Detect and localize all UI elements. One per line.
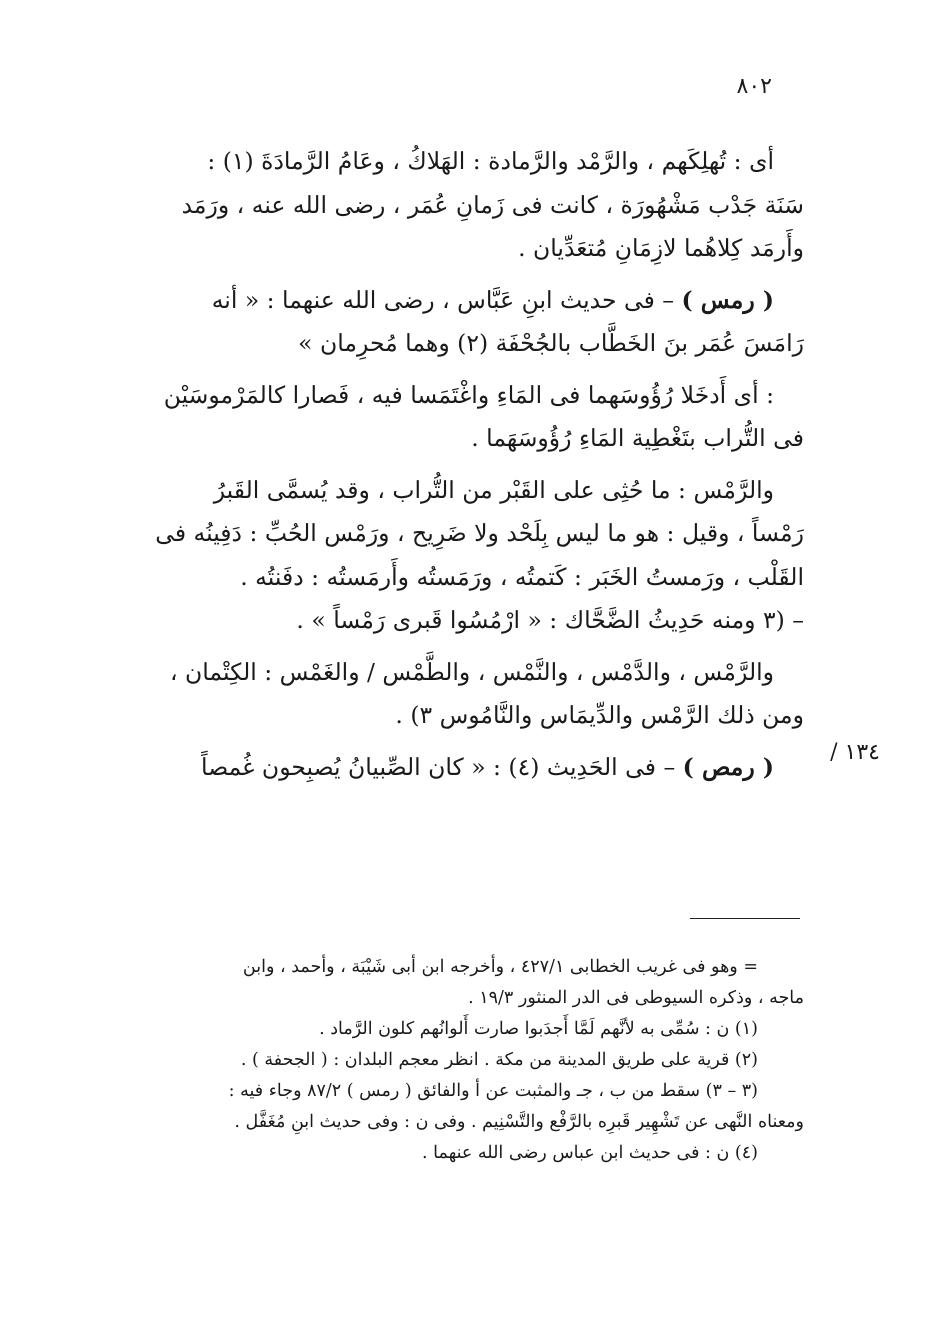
text-line: ( رمص ) – فى الحَدِيث (٤) : « كان الصِّبيانُ يُصبِحون غُمصاً — [201, 752, 774, 781]
paragraph — [128, 651, 804, 738]
text-line: القَلْب ، ورَمستُ الخَبَر : كَتمتُه ، ورَمَستُه وأَرمَستُه : دفَنتُه . — [240, 562, 804, 591]
page-number: ٨٠٢ — [736, 74, 772, 99]
paragraph — [128, 469, 804, 643]
footnote-line: (٢) قرية على طريق المدينة من مكة . انظر معجم البلدان : ( الجحفة ) . — [240, 1050, 758, 1070]
text-line: والرَّمْس ، والدَّمْس ، والنَّمْس ، والطَّمْس / والغَمْس : الكِتْمان ، — [169, 657, 774, 686]
paragraph — [128, 374, 804, 461]
text-line: رَامَسَ عُمَر بنَ الخَطَّاب بالجُحْفَة (٢) وهما مُحرِمان » — [298, 329, 804, 357]
text-line: : أى أَدخَلا رُؤُوسَهما فى المَاءِ واغْتَمَسا فيه ، فَصارا كالمَرْموسَيْن — [163, 380, 774, 409]
paragraph — [128, 746, 804, 790]
entry-headword: ( رمص ) — [682, 752, 774, 781]
footnote-line: (١) ن : سُمِّى به لأنَّهم لَمَّا أَجدَبوا صارت أَلوانُهم كلون الرَّماد . — [319, 1019, 758, 1039]
text-line: سَنَة جَدْب مَشْهُورَة ، كانت فى زَمانِ عُمَر ، رضى الله عنه ، ورَمَد — [181, 190, 804, 219]
footnote-line: (٤) ن : فى حديث ابن عباس رضى الله عنهما . — [422, 1143, 758, 1163]
paragraph — [128, 279, 804, 366]
text-line: وأَرمَد كِلاهُما لازِمَانِ مُتعَدِّيان . — [518, 234, 804, 262]
text-line: رَمْساً ، وقيل : هو ما ليس بِلَحْد ولا ضَرِيح ، ورَمْس الحُبِّ : دَفِينُه فى — [155, 519, 804, 547]
text-line: ( رمس ) – فى حديث ابنِ عَبَّاس ، رضى الله عنهما : « أنه — [211, 285, 774, 314]
paragraph — [128, 140, 804, 271]
text-line: والرَّمْس : ما حُثِى على القَبْر من التُّراب ، وقد يُسمَّى القَبرُ — [213, 475, 774, 504]
text-line: ومن ذلك الرَّمْس والدِّيمَاس والنَّامُوس ٣) . — [395, 701, 804, 729]
margin-reference: ١٣٤ / — [830, 740, 880, 765]
text-line: أى : تُهلِكَهم ، والرَّمْد والرَّمادة : الهَلاكُ ، وعَامُ الرَّمادَةَ (١) : — [207, 147, 774, 175]
footnote-line: (٣ – ٣) سقط من ب ، جـ والمثبت عن أ والفائق ( رمس ) ٨٧/٢ وجاء فيه : — [228, 1081, 758, 1101]
footnote-line: = وهو فى غريب الخطابى ٤٢٧/١ ، وأخرجه ابن أبى شَيْبَة ، وأحمد ، وابن — [242, 957, 758, 977]
main-text — [128, 140, 804, 797]
footnotes — [128, 952, 804, 1169]
footnote-divider — [690, 918, 800, 919]
text-line: فى التُّراب بتَغْطِية المَاءِ رُؤُوسَهَما . — [471, 424, 804, 452]
text-line: – (٣ ومنه حَدِيثُ الضَّحَّاك : « ارْمُسُوا قَبرى رَمْساً » . — [296, 606, 804, 634]
footnote-line: ومعناه النَّهى عن تَشْهِير قَبرِه بالرَّفْع والتَّسْنِيم . وفى ن : وفى حديث ابنِ مُغَفَّل . — [234, 1112, 804, 1132]
footnote-line: ماجه ، وذكره السيوطى فى الدر المنثور ١٩/٣ . — [468, 988, 804, 1008]
entry-headword: ( رمس ) — [681, 285, 774, 314]
